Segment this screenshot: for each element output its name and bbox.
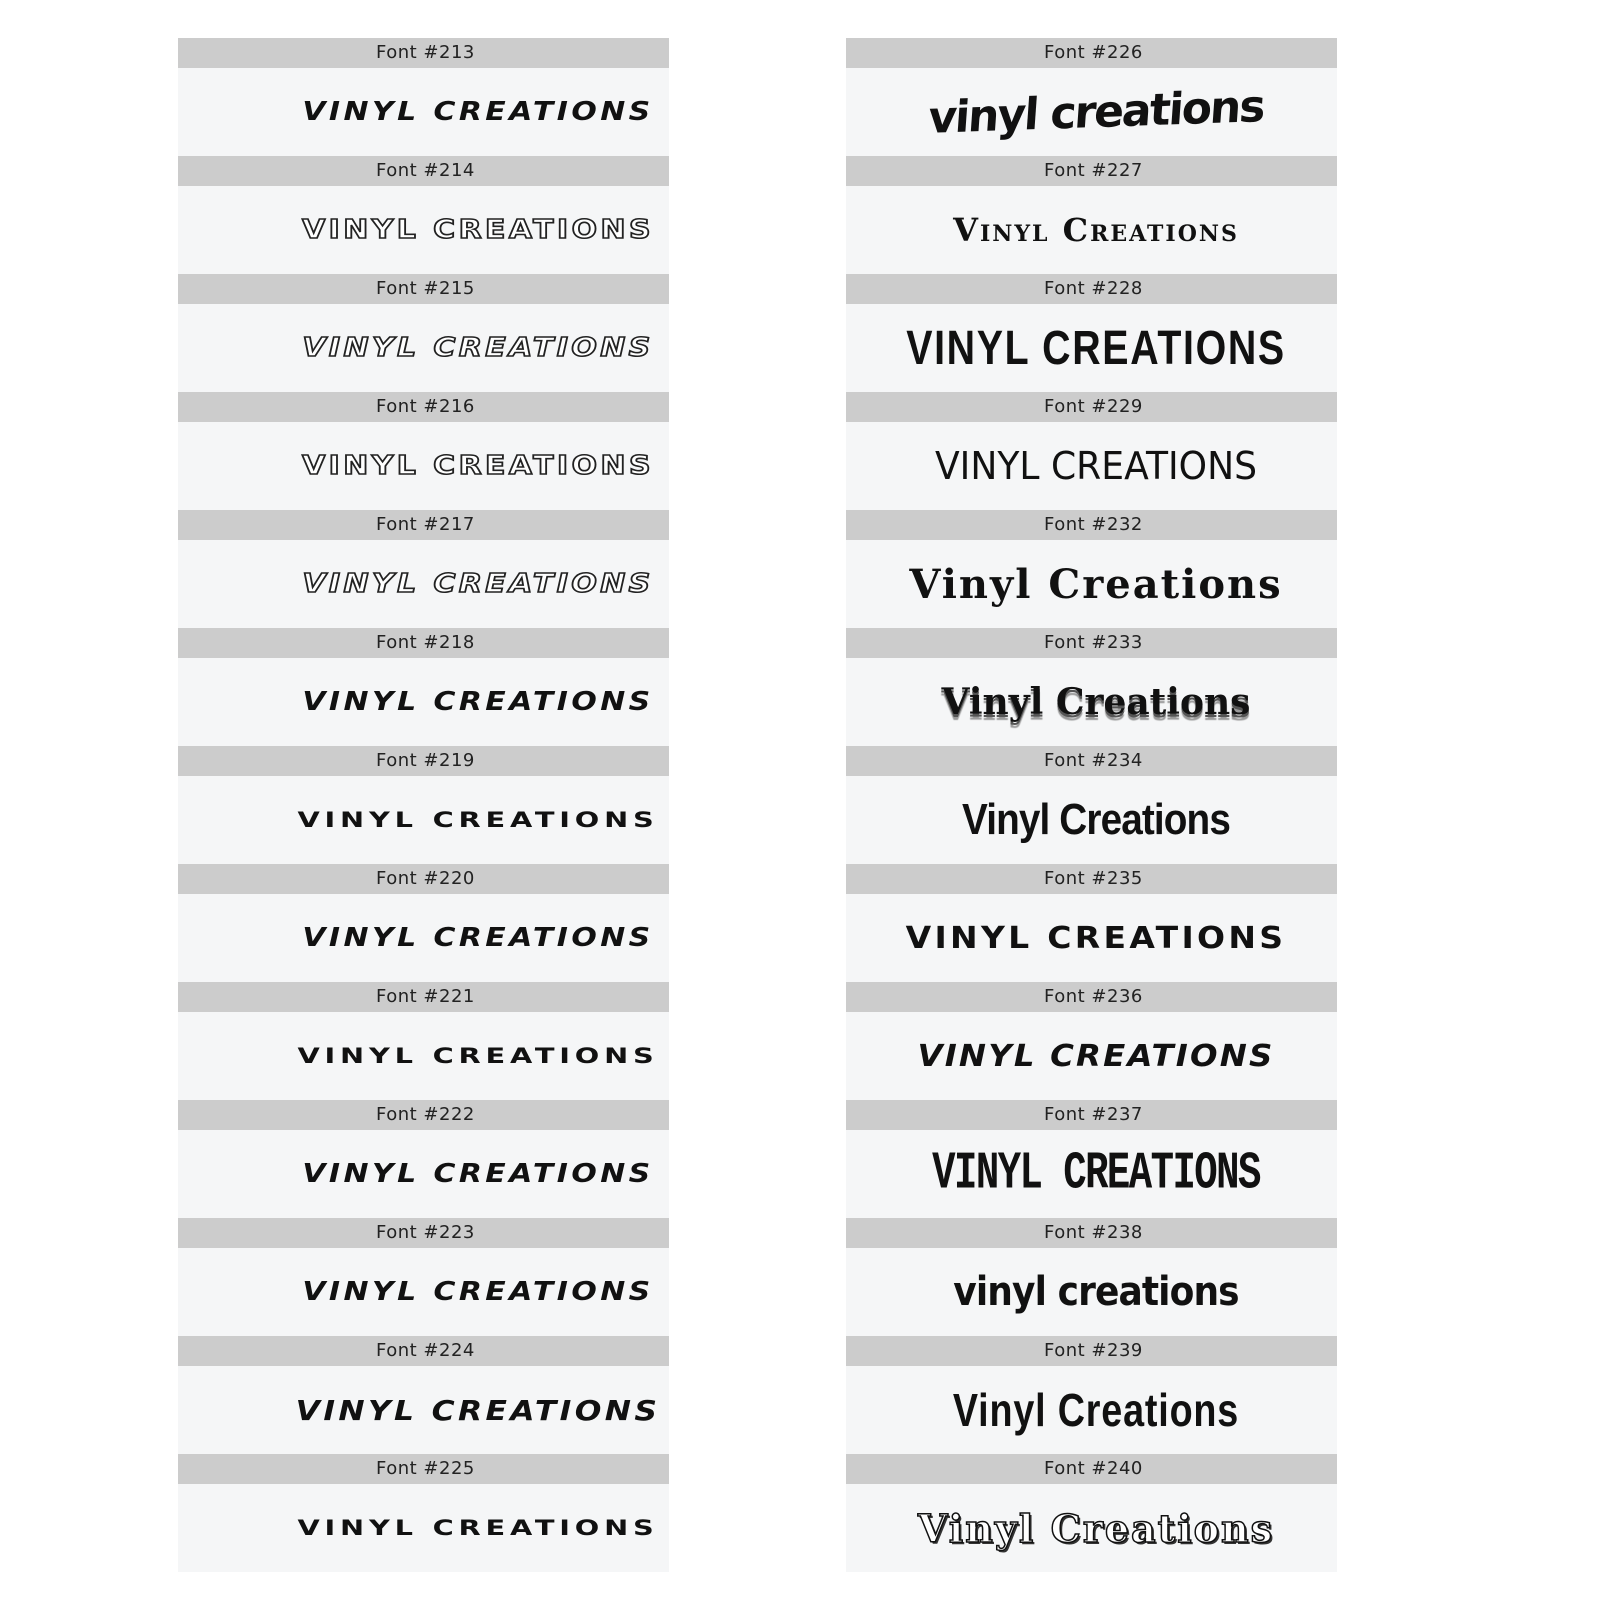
font-sample: VINYL CREATIONS xyxy=(297,1515,659,1541)
font-entry-229 xyxy=(846,392,1337,510)
font-sample: VINYL CREATIONS xyxy=(302,1277,654,1307)
font-sample-area xyxy=(178,1484,669,1572)
font-sample-area xyxy=(846,658,1337,746)
font-entry-219 xyxy=(178,746,669,864)
font-entry-223 xyxy=(178,1218,669,1336)
font-entry-221 xyxy=(178,982,669,1100)
font-entry-224 xyxy=(178,1336,669,1454)
font-sample: VINYL CREATIONS xyxy=(302,1159,654,1189)
font-sample: VINYL CREATIONS xyxy=(302,215,654,245)
font-sample-area xyxy=(846,776,1337,864)
font-sample-area xyxy=(846,68,1337,156)
font-label: Font #228 xyxy=(846,274,1337,304)
font-entry-233 xyxy=(846,628,1337,746)
font-sample-area xyxy=(846,1484,1337,1572)
font-label: Font #238 xyxy=(846,1218,1337,1248)
font-entry-213 xyxy=(178,38,669,156)
font-sample: Vinyl Creations xyxy=(952,1384,1240,1436)
font-sample: VINYL CREATIONS xyxy=(932,1144,1260,1204)
font-entry-235 xyxy=(846,864,1337,982)
font-sample: VINYL CREATIONS xyxy=(906,321,1286,375)
font-label: Font #233 xyxy=(846,628,1337,658)
font-label: Font #213 xyxy=(178,38,669,68)
font-sample-area xyxy=(846,304,1337,392)
font-sample: VINYL CREATIONS xyxy=(302,687,654,717)
font-entry-239 xyxy=(846,1336,1337,1454)
font-sample: VINYL CREATIONS xyxy=(302,451,654,481)
font-entry-236 xyxy=(846,982,1337,1100)
font-entry-225 xyxy=(178,1454,669,1572)
font-label: Font #223 xyxy=(178,1218,669,1248)
font-sample-area xyxy=(178,186,669,274)
font-sample-area xyxy=(178,658,669,746)
font-label: Font #229 xyxy=(846,392,1337,422)
font-sample-area xyxy=(178,540,669,628)
font-sample: VINYL CREATIONS xyxy=(302,923,654,953)
font-label: Font #239 xyxy=(846,1336,1337,1366)
font-sample-area xyxy=(178,1248,669,1336)
font-sample-area xyxy=(846,1012,1337,1100)
font-entry-216 xyxy=(178,392,669,510)
font-entry-227 xyxy=(846,156,1337,274)
font-entry-217 xyxy=(178,510,669,628)
font-label: Font #221 xyxy=(178,982,669,1012)
font-label: Font #218 xyxy=(178,628,669,658)
font-sample-area xyxy=(178,68,669,156)
font-sample-area xyxy=(846,1366,1337,1454)
font-entry-237 xyxy=(846,1100,1337,1218)
font-entry-232 xyxy=(846,510,1337,628)
font-sample-area xyxy=(178,422,669,510)
font-sample-area xyxy=(178,304,669,392)
font-sample: VINYL CREATIONS xyxy=(302,97,654,127)
font-label: Font #216 xyxy=(178,392,669,422)
font-entry-214 xyxy=(178,156,669,274)
font-column-right xyxy=(846,38,1337,1572)
font-entry-238 xyxy=(846,1218,1337,1336)
font-sample: vinyl creations xyxy=(926,80,1266,144)
font-sample-area xyxy=(178,894,669,982)
font-label: Font #220 xyxy=(178,864,669,894)
font-entry-220 xyxy=(178,864,669,982)
font-label: Font #217 xyxy=(178,510,669,540)
font-sample-area xyxy=(846,422,1337,510)
font-entry-234 xyxy=(846,746,1337,864)
font-sample: vinyl creations xyxy=(953,1269,1239,1315)
font-entry-222 xyxy=(178,1100,669,1218)
font-sample: Vinyl Creations xyxy=(953,211,1239,249)
font-entry-218 xyxy=(178,628,669,746)
font-label: Font #225 xyxy=(178,1454,669,1484)
font-label: Font #219 xyxy=(178,746,669,776)
font-label: Font #234 xyxy=(846,746,1337,776)
font-label: Font #236 xyxy=(846,982,1337,1012)
font-sample: Vinyl Creations xyxy=(941,681,1251,723)
font-column-left xyxy=(178,38,669,1572)
font-sample-area xyxy=(846,540,1337,628)
font-sample-area xyxy=(846,1248,1337,1336)
font-sample: Vinyl Creations xyxy=(909,560,1283,608)
font-sample: VINYL CREATIONS xyxy=(302,333,654,363)
font-sample-area xyxy=(846,894,1337,982)
font-entry-228 xyxy=(846,274,1337,392)
font-sample: Vinyl Creations xyxy=(962,795,1230,844)
font-entry-240 xyxy=(846,1454,1337,1572)
font-sample: VINYL CREATIONS xyxy=(905,920,1287,956)
font-label: Font #240 xyxy=(846,1454,1337,1484)
font-label: Font #237 xyxy=(846,1100,1337,1130)
font-sample: VINYL CREATIONS xyxy=(297,807,659,833)
font-sample: Vinyl Creations xyxy=(917,1505,1275,1551)
font-sample-area xyxy=(846,1130,1337,1218)
font-label: Font #226 xyxy=(846,38,1337,68)
font-sample-area xyxy=(178,1366,669,1454)
font-sample: VINYL CREATIONS xyxy=(297,1043,659,1069)
font-sample-area xyxy=(178,1012,669,1100)
font-sample: VINYL CREATIONS xyxy=(934,444,1258,488)
font-label: Font #214 xyxy=(178,156,669,186)
font-sample-area xyxy=(846,186,1337,274)
font-sample-area xyxy=(178,1130,669,1218)
font-sample-area xyxy=(178,776,669,864)
font-label: Font #222 xyxy=(178,1100,669,1130)
font-sample: VINYL CREATIONS xyxy=(302,569,654,599)
font-label: Font #215 xyxy=(178,274,669,304)
font-label: Font #227 xyxy=(846,156,1337,186)
font-label: Font #232 xyxy=(846,510,1337,540)
font-sample: VINYL CREATIONS xyxy=(917,1038,1275,1074)
font-entry-215 xyxy=(178,274,669,392)
font-label: Font #224 xyxy=(178,1336,669,1366)
font-label: Font #235 xyxy=(846,864,1337,894)
font-sample: VINYL CREATIONS xyxy=(295,1393,661,1427)
font-entry-226 xyxy=(846,38,1337,156)
